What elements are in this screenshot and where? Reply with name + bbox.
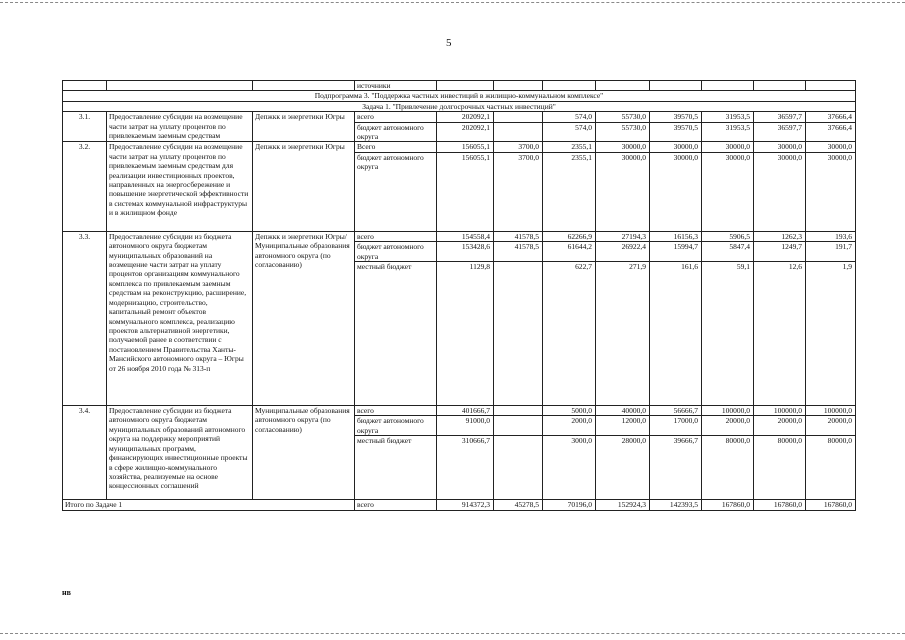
value-cell: 401666,7 <box>437 406 494 416</box>
source-cell: всего <box>355 500 437 510</box>
subprogram-row <box>63 91 856 101</box>
value-cell: 1262,3 <box>754 231 806 241</box>
value-cell: 20000,0 <box>754 416 806 436</box>
value-cell: 26922,4 <box>596 242 650 262</box>
value-cell: 3700,0 <box>494 152 543 231</box>
value-cell: 310666,7 <box>437 436 494 500</box>
value-cell: 80000,0 <box>702 436 754 500</box>
source-cell: бюджет автономного округа <box>355 122 437 142</box>
value-cell: 193,6 <box>806 231 856 241</box>
row-number: 3.2. <box>63 142 107 231</box>
value-cell: 2000,0 <box>543 416 596 436</box>
value-cell: 156055,1 <box>437 152 494 231</box>
value-cell: 55730,0 <box>596 112 650 122</box>
source-cell: бюджет автономного округа <box>355 242 437 262</box>
value-cell: 20000,0 <box>702 416 754 436</box>
program-table <box>62 80 856 511</box>
bottom-scan-edge <box>0 633 905 634</box>
value-cell: 3000,0 <box>543 436 596 500</box>
value-cell: 30000,0 <box>702 152 754 231</box>
value-cell: 91000,0 <box>437 416 494 436</box>
top-scan-edge <box>0 2 905 3</box>
task-row <box>63 101 856 111</box>
total-row <box>63 500 856 510</box>
source-cell: всего <box>355 406 437 416</box>
executor: Муниципальные образования автономного округа (по согласованию) <box>253 406 355 500</box>
value-cell: 17000,0 <box>650 416 702 436</box>
value-cell: 39666,7 <box>650 436 702 500</box>
value-cell: 12,6 <box>754 262 806 406</box>
value-cell: 36597,7 <box>754 112 806 122</box>
value-cell: 59,1 <box>702 262 754 406</box>
measure-name: Предоставление субсидии на возмещение части затрат на уплату процентов по привлекаемым заемным средствам <box>107 112 253 142</box>
value-cell: 100000,0 <box>754 406 806 416</box>
row-number: 3.4. <box>63 406 107 500</box>
row-number: 3.3. <box>63 231 107 405</box>
value-cell: 100000,0 <box>702 406 754 416</box>
value-cell: 37666,4 <box>806 122 856 142</box>
value-cell: 55730,0 <box>596 122 650 142</box>
value-cell: 16156,3 <box>650 231 702 241</box>
value-cell: 12000,0 <box>596 416 650 436</box>
value-cell: 100000,0 <box>806 406 856 416</box>
value-cell <box>494 262 543 406</box>
source-cell: бюджет автономного округа <box>355 416 437 436</box>
value-cell: 30000,0 <box>702 142 754 152</box>
value-cell: 28000,0 <box>596 436 650 500</box>
value-cell <box>494 406 543 416</box>
source-cell: местный бюджет <box>355 436 437 500</box>
measure-name: Предоставление субсидии из бюджета автономного округа бюджетам муниципальных образований автономного округа на поддержку мероприятий муниципальных программ, финансирующих инвестиционные проекты в сфере жилищно-коммунального хозяйства, реализуемые на основе концессионных соглашений <box>107 406 253 500</box>
value-cell: 191,7 <box>806 242 856 262</box>
value-cell: 1,9 <box>806 262 856 406</box>
value-cell: 30000,0 <box>596 152 650 231</box>
value-cell: 30000,0 <box>650 152 702 231</box>
value-cell: 62266,9 <box>543 231 596 241</box>
subprogram-title: Подпрограмма 3. "Поддержка частных инвестиций в жилищно-коммунальном комплексе" <box>63 91 856 101</box>
value-cell: 914372,3 <box>437 500 494 510</box>
value-cell: 202092,1 <box>437 112 494 122</box>
value-cell: 80000,0 <box>806 436 856 500</box>
value-cell: 622,7 <box>543 262 596 406</box>
source-cell: всего <box>355 231 437 241</box>
measure-name: Предоставление субсидии на возмещение части затрат на уплату процентов по привлекаемым заемным средствам для реализации инвестиционных проектов, направленных на энергосбережение и повышение энергетической эффективности в системах коммунальной инфраструктуры и в жилищном фонде <box>107 142 253 231</box>
value-cell: 574,0 <box>543 122 596 142</box>
value-cell <box>494 416 543 436</box>
value-cell: 56666,7 <box>650 406 702 416</box>
value-cell: 31953,5 <box>702 122 754 142</box>
table-row <box>63 142 856 152</box>
row-number: 3.1. <box>63 112 107 142</box>
value-cell: 5906,5 <box>702 231 754 241</box>
value-cell: 167860,0 <box>702 500 754 510</box>
task-title: Задача 1. "Привлечение долгосрочных частных инвестиций" <box>63 101 856 111</box>
value-cell: 41578,5 <box>494 231 543 241</box>
source-cell: бюджет автономного округа <box>355 152 437 231</box>
value-cell: 39570,5 <box>650 122 702 142</box>
executor: Депжкк и энергетики Югры <box>253 142 355 231</box>
value-cell: 27194,3 <box>596 231 650 241</box>
value-cell: 30000,0 <box>754 142 806 152</box>
value-cell: 30000,0 <box>596 142 650 152</box>
table-row <box>63 406 856 416</box>
value-cell <box>494 122 543 142</box>
value-cell <box>494 436 543 500</box>
value-cell: 167860,0 <box>806 500 856 510</box>
value-cell: 61644,2 <box>543 242 596 262</box>
value-cell: 152924,3 <box>596 500 650 510</box>
page-number: 5 <box>446 37 452 49</box>
value-cell: 39570,5 <box>650 112 702 122</box>
value-cell: 37666,4 <box>806 112 856 122</box>
value-cell: 70196,0 <box>543 500 596 510</box>
value-cell: 40000,0 <box>596 406 650 416</box>
value-cell: 161,6 <box>650 262 702 406</box>
corner-mark: нв <box>62 588 71 597</box>
value-cell: 5000,0 <box>543 406 596 416</box>
value-cell: 3700,0 <box>494 142 543 152</box>
header-row <box>63 81 856 91</box>
value-cell: 1249,7 <box>754 242 806 262</box>
value-cell: 36597,7 <box>754 122 806 142</box>
value-cell: 20000,0 <box>806 416 856 436</box>
executor: Депжкк и энергетики Югры/ Муниципальные образования автономного округа (по согласованию) <box>253 231 355 405</box>
value-cell: 154558,4 <box>437 231 494 241</box>
value-cell: 271,9 <box>596 262 650 406</box>
source-header: источники <box>355 81 437 91</box>
table-row <box>63 231 856 241</box>
source-cell: местный бюджет <box>355 262 437 406</box>
executor: Депжкк и энергетики Югры <box>253 112 355 142</box>
value-cell: 31953,5 <box>702 112 754 122</box>
value-cell: 30000,0 <box>806 142 856 152</box>
total-label: Итого по Задаче 1 <box>63 500 355 510</box>
value-cell: 167860,0 <box>754 500 806 510</box>
value-cell: 41578,5 <box>494 242 543 262</box>
value-cell: 45278,5 <box>494 500 543 510</box>
value-cell: 2355,1 <box>543 142 596 152</box>
value-cell: 153428,6 <box>437 242 494 262</box>
value-cell: 2355,1 <box>543 152 596 231</box>
source-cell: Всего <box>355 142 437 152</box>
value-cell: 202092,1 <box>437 122 494 142</box>
value-cell: 30000,0 <box>806 152 856 231</box>
value-cell <box>494 112 543 122</box>
value-cell: 15994,7 <box>650 242 702 262</box>
value-cell: 1129,8 <box>437 262 494 406</box>
measure-name: Предоставление субсидии из бюджета автономного округа бюджетам муниципальных образований на возмещение части затрат на уплату процентов организациям коммунального комплекса по привлекаемым заемным средствам на реконструкцию, расширение, модернизацию, строительство, капитальный ремонт объектов коммунального комплекса, реализацию проектов альтернативной энергетики, получаемой ранее в соответствии с постановлением Правительства Ханты-Мансийского автономного округа – Югры от 26 ноября 2010 года № 313-п <box>107 231 253 405</box>
value-cell: 142393,5 <box>650 500 702 510</box>
value-cell: 156055,1 <box>437 142 494 152</box>
value-cell: 30000,0 <box>754 152 806 231</box>
value-cell: 30000,0 <box>650 142 702 152</box>
value-cell: 574,0 <box>543 112 596 122</box>
value-cell: 5847,4 <box>702 242 754 262</box>
value-cell: 80000,0 <box>754 436 806 500</box>
source-cell: всего <box>355 112 437 122</box>
table-row <box>63 112 856 122</box>
